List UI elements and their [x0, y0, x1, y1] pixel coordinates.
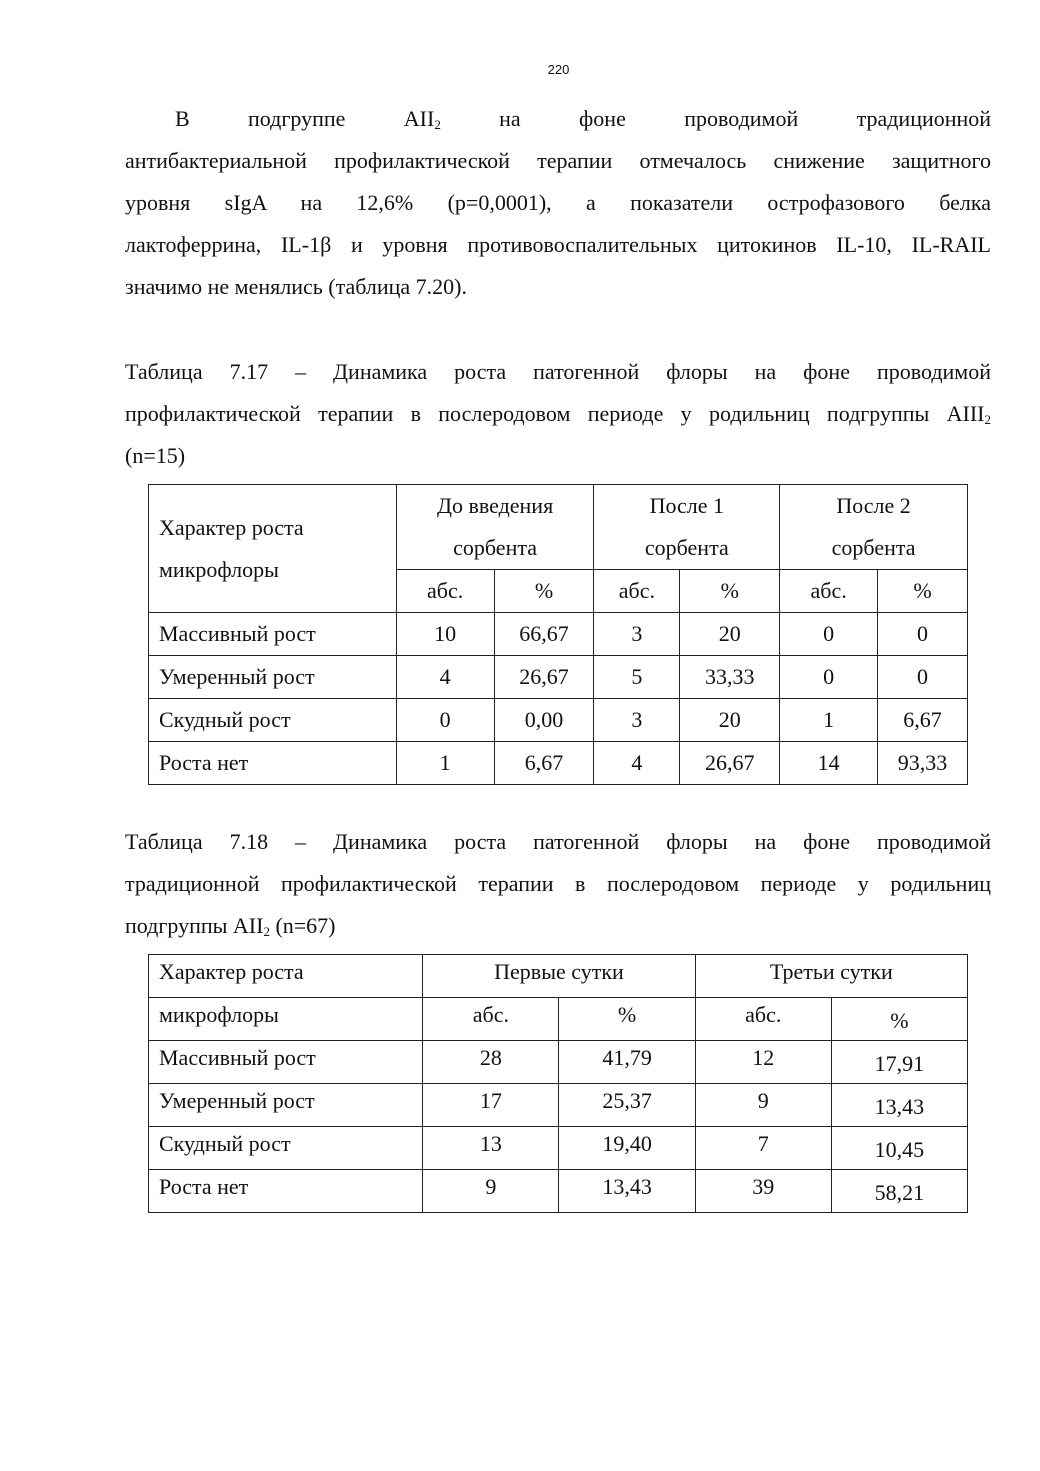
subheader-cell: %	[559, 998, 695, 1041]
header-group: Первые сутки	[423, 955, 695, 998]
table-cell: 3	[594, 613, 680, 656]
table-cell: 0	[396, 699, 494, 742]
table-2-caption	[125, 821, 991, 947]
table-cell: 9	[423, 1170, 559, 1213]
table-cell: 33,33	[680, 656, 780, 699]
table-cell: 66,67	[494, 613, 594, 656]
header-group	[780, 485, 968, 570]
word: В	[175, 106, 190, 131]
table-cell: 17	[423, 1084, 559, 1127]
header-characteristic	[149, 485, 397, 613]
group-name	[404, 106, 441, 131]
row-label: Скудный рост	[149, 1127, 423, 1170]
table-row	[149, 742, 968, 785]
caption-line-2: традиционной профилактической терапии в послеродовом периоде у родильниц	[125, 871, 991, 896]
row-label: Массивный рост	[149, 613, 397, 656]
header-group	[594, 485, 780, 570]
table-cell: 12	[695, 1041, 831, 1084]
table-row	[149, 613, 968, 656]
row-label: Роста нет	[149, 1170, 423, 1213]
subheader-cell: абс.	[594, 570, 680, 613]
table-1-caption	[125, 351, 991, 477]
table-cell: 5	[594, 656, 680, 699]
table-row	[149, 1041, 968, 1084]
header-text: После 1	[649, 493, 725, 518]
table-header-row	[149, 955, 968, 998]
header-text: сорбента	[453, 535, 537, 560]
word: традиционной	[856, 106, 992, 131]
header-text: сорбента	[831, 535, 916, 560]
subheader-cell: %	[831, 998, 967, 1041]
row-label: Роста нет	[149, 742, 397, 785]
table-cell: 13	[423, 1127, 559, 1170]
table-cell: 13,43	[831, 1084, 967, 1127]
table-cell: 19,40	[559, 1127, 695, 1170]
caption-text: профилактической терапии в послеродовом периоде у родильниц подгруппы AIII	[125, 401, 985, 426]
table-header-row	[149, 485, 968, 570]
table-cell: 9	[695, 1084, 831, 1127]
table-cell: 0	[878, 613, 968, 656]
word: фоне	[579, 106, 626, 131]
caption-line-3	[125, 905, 991, 947]
table-cell: 58,21	[831, 1170, 967, 1213]
table-cell: 4	[396, 656, 494, 699]
table-cell: 28	[423, 1041, 559, 1084]
table-row	[149, 1084, 968, 1127]
table-cell: 0	[780, 656, 878, 699]
word: на	[499, 106, 521, 131]
row-label: Массивный рост	[149, 1041, 423, 1084]
caption-text: (n=67)	[269, 913, 336, 938]
table-cell: 41,79	[559, 1041, 695, 1084]
table-cell: 0	[780, 613, 878, 656]
page-number: 220	[547, 62, 570, 77]
header-characteristic: Характер роста	[149, 955, 423, 998]
table-cell: 7	[695, 1127, 831, 1170]
table-subheader-row	[149, 998, 968, 1041]
body-paragraph	[125, 98, 991, 308]
caption-line-1: Таблица 7.17 – Динамика роста патогенной флоры на фоне проводимой	[125, 359, 991, 384]
row-label: Умеренный рост	[149, 1084, 423, 1127]
table-cell: 0	[878, 656, 968, 699]
table-cell: 1	[780, 699, 878, 742]
header-characteristic: микрофлоры	[149, 998, 423, 1041]
row-label: Умеренный рост	[149, 656, 397, 699]
table-cell: 17,91	[831, 1041, 967, 1084]
paragraph-line-3: уровня sIgA на 12,6% (р=0,0001), а показатели острофазового белка	[125, 190, 991, 215]
header-text: До введения	[436, 493, 554, 518]
table-cell: 20	[680, 699, 780, 742]
table-cell: 14	[780, 742, 878, 785]
header-group	[396, 485, 594, 570]
caption-subscript: 2	[984, 412, 991, 427]
header-group: Третьи сутки	[695, 955, 967, 998]
group-name-subscript: 2	[434, 117, 441, 132]
table-cell: 25,37	[559, 1084, 695, 1127]
caption-line-2	[125, 393, 991, 435]
subheader-cell: %	[878, 570, 968, 613]
subheader-cell: абс.	[780, 570, 878, 613]
header-text: сорбента	[644, 535, 729, 560]
header-text: После 2	[836, 493, 911, 518]
table-cell: 0,00	[494, 699, 594, 742]
table-row	[149, 699, 968, 742]
word: подгруппе	[248, 106, 346, 131]
table-7-17	[148, 484, 968, 785]
caption-subscript: 2	[263, 924, 270, 939]
table-row	[149, 1170, 968, 1213]
paragraph-line-1	[125, 98, 991, 140]
table-cell: 4	[594, 742, 680, 785]
group-name-main: AII	[403, 106, 435, 131]
caption-text: подгруппы AII	[125, 913, 264, 938]
table-cell: 10	[396, 613, 494, 656]
table-row	[149, 1127, 968, 1170]
table-cell: 20	[680, 613, 780, 656]
table-cell: 39	[695, 1170, 831, 1213]
caption-line-3: (n=15)	[125, 443, 186, 468]
paragraph-line-2: антибактериальной профилактической терапии отмечалось снижение защитного	[125, 148, 991, 173]
table-row	[149, 656, 968, 699]
paragraph-line-4: лактоферрина, IL-1β и уровня противовоспалительных цитокинов IL-10, IL-RAIL	[125, 232, 991, 257]
word: проводимой	[684, 106, 799, 131]
caption-line-1: Таблица 7.18 – Динамика роста патогенной флоры на фоне проводимой	[125, 829, 991, 854]
table-cell: 1	[396, 742, 494, 785]
table-7-18	[148, 954, 968, 1213]
table-cell: 13,43	[559, 1170, 695, 1213]
table-cell: 6,67	[494, 742, 594, 785]
table-cell: 10,45	[831, 1127, 967, 1170]
header-text: микрофлоры	[159, 556, 279, 582]
paragraph-line-5: значимо не менялись (таблица 7.20).	[125, 274, 468, 299]
header-text: Характер роста	[159, 514, 304, 540]
table-cell: 26,67	[494, 656, 594, 699]
row-label: Скудный рост	[149, 699, 397, 742]
subheader-cell: абс.	[695, 998, 831, 1041]
table-cell: 3	[594, 699, 680, 742]
subheader-cell: %	[494, 570, 594, 613]
table-cell: 6,67	[878, 699, 968, 742]
table-cell: 93,33	[878, 742, 968, 785]
subheader-cell: абс.	[423, 998, 559, 1041]
table-cell: 26,67	[680, 742, 780, 785]
subheader-cell: %	[680, 570, 780, 613]
subheader-cell: абс.	[396, 570, 494, 613]
